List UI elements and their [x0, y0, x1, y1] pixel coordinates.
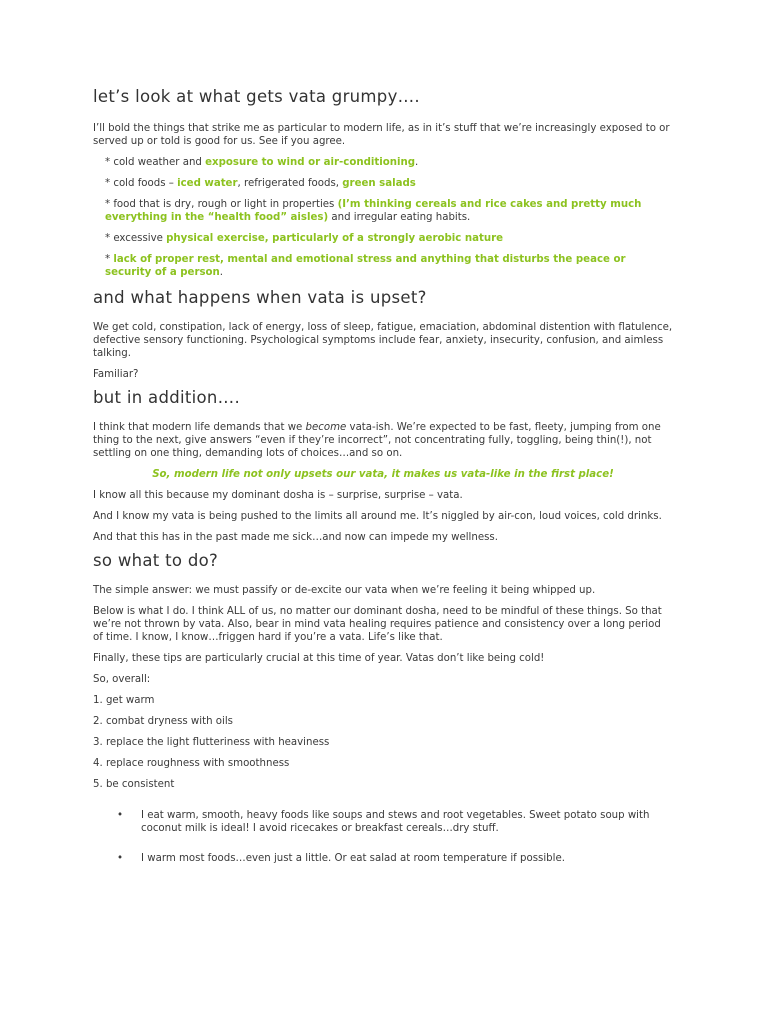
step-item: 3. replace the light flutteriness with heaviness: [93, 737, 330, 748]
list-item-cold-weather: * cold weather and exposure to wind or air-conditioning.: [105, 157, 419, 168]
step-item: 4. replace roughness with smoothness: [93, 758, 290, 769]
addition-paragraph: I think that modern life demands that we become vata-ish. We’re expected to be fast, fleety, jumping from one thing to the next, give answers “even if they’re incorrect”, not concentrating fully, toggling, being thin(!), not settling on one thing, demanding lots of choices…and so on.: [93, 422, 661, 459]
step-item: 1. get warm: [93, 695, 155, 706]
know-paragraph-1: I know all this because my dominant dosha is – surprise, surprise – vata.: [93, 490, 463, 501]
heading-upset: and what happens when vata is upset?: [93, 288, 427, 307]
heading-addition: but in addition….: [93, 388, 241, 407]
intro-paragraph: I’ll bold the things that strike me as particular to modern life, as in it’s stuff that we’re increasingly exposed to or served up or told is good for us. See if you agree.: [93, 123, 670, 147]
upset-paragraph: We get cold, constipation, lack of energy, loss of sleep, fatigue, emaciation, abdominal distention with flatulence, defective sensory functioning. Psychological symptoms include fear, anxiety, insecurity, confusion, and aimless talking.: [93, 322, 673, 359]
tips-list: [93, 809, 673, 865]
heading-grumpy: let’s look at what gets vata grumpy….: [93, 87, 420, 106]
step-item: 2. combat dryness with oils: [93, 716, 233, 727]
list-item-exercise: * excessive physical exercise, particularly of a strongly aerobic nature: [105, 233, 504, 244]
tip-item: • I warm most foods…even just a little. Or eat salad at room temperature if possible.: [117, 853, 565, 864]
know-paragraph-3: And that this has in the past made me sick…and now can impede my wellness.: [93, 532, 498, 543]
list-item-cold-foods: * cold foods – iced water, refrigerated foods, green salads: [105, 178, 416, 189]
step-item: 5. be consistent: [93, 779, 175, 790]
highlight-quote: So, modern life not only upsets our vata, it makes us vata-like in the first place!: [152, 469, 614, 480]
bullet-icon: •: [117, 810, 124, 821]
heading-what-to-do: so what to do?: [93, 551, 219, 570]
article-content: [93, 86, 673, 865]
bullet-icon: •: [117, 853, 124, 864]
overall-text: So, overall:: [93, 674, 151, 685]
finally-paragraph: Finally, these tips are particularly crucial at this time of year. Vatas don’t like being cold!: [93, 653, 545, 664]
simple-answer-paragraph: The simple answer: we must passify or de-excite our vata when we’re feeling it being whipped up.: [93, 585, 596, 596]
know-paragraph-2: And I know my vata is being pushed to the limits all around me. It’s niggled by air-con, loud voices, cold drinks.: [93, 511, 662, 522]
list-item-rest: * lack of proper rest, mental and emotional stress and anything that disturbs the peace or security of a person.: [105, 254, 626, 278]
tip-item: • I eat warm, smooth, heavy foods like soups and stews and root vegetables. Sweet potato soup with coconut milk is ideal! I avoid ricecakes or breakfast cereals…dry stuff.: [117, 810, 650, 834]
list-item-dry-food: * food that is dry, rough or light in properties (I’m thinking cereals and rice cakes and pretty much everything in the “health food” aisles) and irregular eating habits.: [105, 199, 642, 223]
below-paragraph: Below is what I do. I think ALL of us, no matter our dominant dosha, need to be mindful of these things. So that we’re not thrown by vata. Also, bear in mind vata healing requires patience and consistency over a long period of time. I know, I know…friggen hard if you’re a vata. Life’s like that.: [93, 606, 662, 643]
familiar-text: Familiar?: [93, 369, 139, 380]
